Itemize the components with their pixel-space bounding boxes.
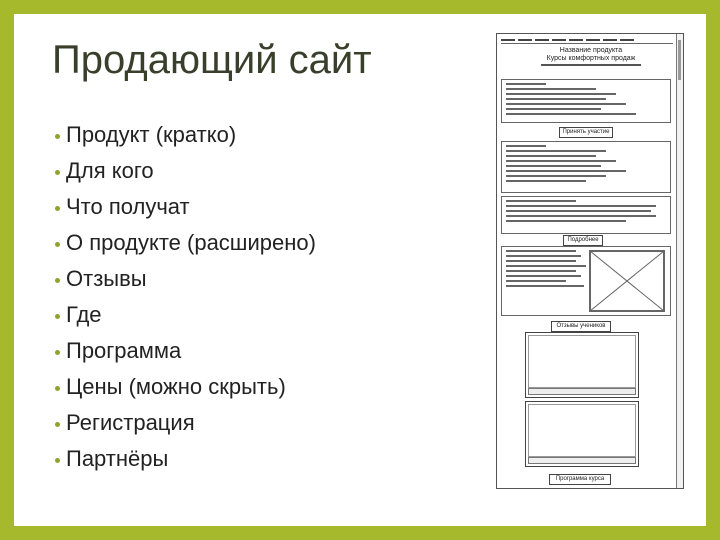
- frame-right-border: [706, 0, 720, 540]
- bullet-text: Программа: [66, 338, 182, 363]
- bullet-item: [55, 117, 316, 153]
- bullet-dot-icon: [55, 278, 60, 283]
- bullet-item: [55, 261, 316, 297]
- wireframe-navbar: [501, 37, 673, 44]
- bullet-dot-icon: [55, 458, 60, 463]
- wireframe-scrollbar: [676, 34, 683, 488]
- bullet-item: [55, 153, 316, 189]
- frame-left-border: [0, 0, 14, 540]
- bullet-item: [55, 405, 316, 441]
- bullet-text: Для кого: [66, 158, 154, 183]
- wireframe-about-block: [501, 196, 671, 234]
- reviews-label: Отзывы учеников: [551, 321, 611, 332]
- frame-bottom-border: [0, 526, 720, 540]
- bullet-text: Цены (можно скрыть): [66, 374, 286, 399]
- frame-top-border: [0, 0, 720, 14]
- program-button[interactable]: Программа курса: [549, 474, 611, 485]
- bullet-dot-icon: [55, 242, 60, 247]
- bullet-item: [55, 225, 316, 261]
- bullet-text: Где: [66, 302, 102, 327]
- bullet-dot-icon: [55, 314, 60, 319]
- image-placeholder-icon: [589, 250, 665, 312]
- bullet-dot-icon: [55, 350, 60, 355]
- more-button[interactable]: Подробнее: [563, 235, 603, 246]
- wireframe-intro-block: [501, 79, 671, 123]
- bullet-dot-icon: [55, 386, 60, 391]
- bullet-dot-icon: [55, 206, 60, 211]
- bullet-item: [55, 189, 316, 225]
- bullet-text: Отзывы: [66, 266, 147, 291]
- bullet-dot-icon: [55, 134, 60, 139]
- bullet-item: [55, 369, 316, 405]
- bullet-dot-icon: [55, 170, 60, 175]
- participate-button[interactable]: Принять участие: [559, 127, 613, 138]
- bullet-text: Что получат: [66, 194, 190, 219]
- bullet-item: [55, 297, 316, 333]
- slide-title: Продающий сайт: [52, 38, 372, 82]
- bullet-text: Партнёры: [66, 446, 169, 471]
- bullet-item: [55, 333, 316, 369]
- bullet-dot-icon: [55, 422, 60, 427]
- bullet-text: Регистрация: [66, 410, 195, 435]
- bullet-list: [55, 117, 316, 477]
- website-wireframe: [496, 33, 684, 489]
- wireframe-headline: [531, 47, 651, 71]
- headline-product: Название продукта: [559, 47, 623, 54]
- review-video-2[interactable]: [525, 401, 639, 467]
- bullet-text: Продукт (кратко): [66, 122, 237, 147]
- review-video-1[interactable]: [525, 332, 639, 398]
- headline-course: Курсы комфортных продаж: [546, 55, 636, 62]
- wireframe-audience-block: [501, 141, 671, 193]
- scrollbar-thumb: [678, 40, 681, 80]
- bullet-text: О продукте (расширено): [66, 230, 316, 255]
- bullet-item: [55, 441, 316, 477]
